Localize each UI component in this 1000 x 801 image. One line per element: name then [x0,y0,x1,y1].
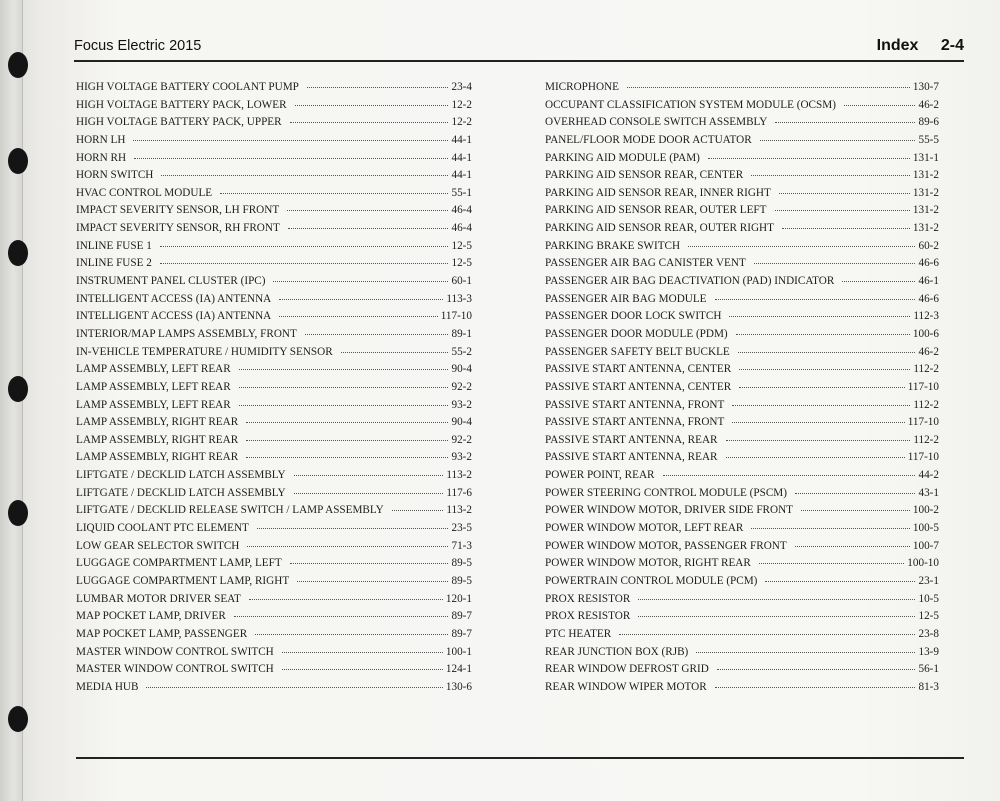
dot-leader [782,228,910,229]
entry-name: IMPACT SEVERITY SENSOR, RH FRONT [76,222,280,235]
dot-leader [795,493,916,494]
index-entry [76,681,472,699]
dot-leader [715,299,916,300]
index-entry [545,257,939,275]
index-entry [545,487,939,505]
entry-page-number: 60-2 [918,239,939,252]
dot-leader [619,634,915,635]
index-entry [545,346,939,364]
binder-hole [8,148,28,174]
dot-leader [255,634,448,635]
index-entry [545,381,939,399]
entry-page-number: 100-6 [912,327,939,340]
index-entry [545,169,939,187]
entry-page-number: 131-1 [912,151,939,164]
entry-page-number: 120-1 [445,592,472,605]
index-entry [76,540,472,558]
entry-page-number: 100-7 [912,539,939,552]
entry-name: INTELLIGENT ACCESS (IA) ANTENNA [76,292,272,305]
index-entry [545,434,939,452]
dot-leader [294,493,444,494]
entry-name: POWER WINDOW MOTOR, LEFT REAR [545,522,744,535]
dot-leader [751,528,910,529]
entry-page-number: 92-2 [451,433,472,446]
entry-page-number: 112-3 [913,310,939,323]
index-entry [76,346,472,364]
index-entry [545,222,939,240]
entry-name: LUGGAGE COMPARTMENT LAMP, RIGHT [76,574,290,587]
dot-leader [638,599,915,600]
index-entry [545,628,939,646]
index-entry [76,557,472,575]
entry-name: LAMP ASSEMBLY, LEFT REAR [76,380,231,393]
index-entry [76,257,472,275]
dot-leader [257,528,449,529]
entry-name: LOW GEAR SELECTOR SWITCH [76,539,240,552]
entry-page-number: 46-2 [918,98,939,111]
entry-name: POWER POINT, REAR [545,469,655,482]
entry-name: MASTER WINDOW CONTROL SWITCH [76,645,274,658]
entry-name: HORN RH [76,151,127,164]
entry-name: PANEL/FLOOR MODE DOOR ACTUATOR [545,133,752,146]
entry-name: PARKING AID SENSOR REAR, CENTER [545,169,744,182]
index-entry [76,81,472,99]
entry-page-number: 89-6 [918,116,939,129]
dot-leader [729,316,910,317]
entry-name: IMPACT SEVERITY SENSOR, LH FRONT [76,204,280,217]
entry-page-number: 130-7 [912,81,939,93]
entry-page-number: 117-10 [907,380,939,393]
dot-leader [715,687,916,688]
entry-name: LAMP ASSEMBLY, RIGHT REAR [76,451,239,464]
entry-name: PASSIVE START ANTENNA, REAR [545,451,718,464]
dot-leader [739,387,905,388]
dot-leader [754,263,916,264]
index-entry [76,593,472,611]
dot-leader [775,122,915,123]
index-entry [76,522,472,540]
entry-name: PASSIVE START ANTENNA, CENTER [545,380,732,393]
index-entry [545,99,939,117]
entry-name: PARKING BRAKE SWITCH [545,239,681,252]
entry-page-number: 90-4 [451,416,472,429]
entry-name: POWER WINDOW MOTOR, PASSENGER FRONT [545,539,787,552]
entry-page-number: 112-2 [913,398,939,411]
entry-page-number: 23-1 [918,574,939,587]
entry-name: MAP POCKET LAMP, PASSENGER [76,627,248,640]
page-header [74,38,964,62]
index-entry [545,399,939,417]
index-entry [76,434,472,452]
index-entry [545,451,939,469]
dot-leader [161,175,448,176]
dot-leader [751,175,910,176]
entry-page-number: 23-5 [451,522,472,535]
entry-name: HIGH VOLTAGE BATTERY PACK, LOWER [76,98,287,111]
entry-name: POWERTRAIN CONTROL MODULE (PCM) [545,574,758,587]
dot-leader [273,281,448,282]
index-entry [76,416,472,434]
index-entry [545,134,939,152]
index-entry [76,469,472,487]
entry-page-number: 56-1 [918,663,939,676]
entry-page-number: 55-2 [451,345,472,358]
dot-leader [726,457,905,458]
index-entry [76,310,472,328]
index-entry [76,240,472,258]
index-entry [545,363,939,381]
index-entry [545,275,939,293]
dot-leader [160,263,449,264]
entry-name: INTELLIGENT ACCESS (IA) ANTENNA [76,310,272,323]
index-entry [545,504,939,522]
dot-leader [297,581,448,582]
entry-page-number: 112-2 [913,363,939,376]
entry-name: MEDIA HUB [76,680,139,693]
entry-page-number: 55-1 [451,186,472,199]
dot-leader [708,158,910,159]
entry-page-number: 46-2 [918,345,939,358]
entry-page-number: 10-5 [918,592,939,605]
entry-name: HORN SWITCH [76,169,154,182]
dot-leader [801,510,910,511]
dot-leader [282,669,443,670]
index-entry [76,487,472,505]
index-entry [545,540,939,558]
entry-page-number: 89-7 [451,627,472,640]
index-entry [76,663,472,681]
dot-leader [249,599,443,600]
dot-leader [759,563,904,564]
entry-name: PARKING AID MODULE (PAM) [545,151,700,164]
entry-name: PARKING AID SENSOR REAR, OUTER LEFT [545,204,767,217]
entry-page-number: 100-1 [445,645,472,658]
index-entry [545,116,939,134]
dot-leader [726,440,911,441]
entry-name: PARKING AID SENSOR REAR, INNER RIGHT [545,186,771,199]
binder-hole [8,52,28,78]
entry-page-number: 12-5 [451,239,472,252]
dot-leader [246,422,448,423]
index-entry [545,575,939,593]
entry-page-number: 130-6 [445,680,472,693]
entry-page-number: 117-10 [907,451,939,464]
index-entry [545,293,939,311]
index-entry [76,328,472,346]
entry-page-number: 113-2 [446,469,472,482]
entry-name: POWER WINDOW MOTOR, RIGHT REAR [545,557,751,570]
entry-page-number: 12-5 [918,610,939,623]
entry-page-number: 44-2 [918,469,939,482]
dot-leader [760,140,916,141]
entry-name: OVERHEAD CONSOLE SWITCH ASSEMBLY [545,116,768,129]
entry-page-number: 100-5 [912,522,939,535]
index-entry [545,240,939,258]
entry-name: LUGGAGE COMPARTMENT LAMP, LEFT [76,557,282,570]
index-entry [76,187,472,205]
dot-leader [295,105,449,106]
dot-leader [663,475,916,476]
entry-page-number: 124-1 [445,663,472,676]
dot-leader [627,87,910,88]
dot-leader [234,616,449,617]
dot-leader [239,387,449,388]
entry-page-number: 46-6 [918,292,939,305]
entry-name: PASSIVE START ANTENNA, FRONT [545,416,725,429]
dot-leader [239,405,449,406]
entry-name: PASSENGER DOOR LOCK SWITCH [545,310,722,323]
entry-page-number: 46-4 [451,222,472,235]
dot-leader [220,193,448,194]
entry-name: PASSENGER AIR BAG MODULE [545,292,707,305]
entry-page-number: 112-2 [913,433,939,446]
entry-name: MAP POCKET LAMP, DRIVER [76,610,226,623]
entry-page-number: 92-2 [451,380,472,393]
entry-name: HVAC CONTROL MODULE [76,186,213,199]
entry-page-number: 23-8 [918,627,939,640]
entry-page-number: 44-1 [451,133,472,146]
index-entry [76,293,472,311]
entry-page-number: 100-2 [912,504,939,517]
entry-name: REAR WINDOW WIPER MOTOR [545,680,707,693]
entry-name: PASSIVE START ANTENNA, REAR [545,433,718,446]
dot-leader [844,105,916,106]
index-entry [76,610,472,628]
dot-leader [307,87,449,88]
entry-page-number: 131-2 [912,204,939,217]
entry-name: PASSENGER AIR BAG DEACTIVATION (PAD) INDICATOR [545,275,835,288]
index-entry [545,187,939,205]
entry-page-number: 90-4 [451,363,472,376]
index-entry [76,504,472,522]
index-column-right [545,81,939,698]
entry-name: REAR WINDOW DEFROST GRID [545,663,709,676]
index-entry [76,275,472,293]
entry-page-number: 117-10 [440,310,472,323]
index-entry [76,646,472,664]
dot-leader [779,193,910,194]
index-entry [545,646,939,664]
dot-leader [738,352,916,353]
entry-name: PASSENGER DOOR MODULE (PDM) [545,327,728,340]
entry-page-number: 46-1 [918,275,939,288]
entry-name: PASSIVE START ANTENNA, CENTER [545,363,732,376]
entry-page-number: 131-2 [912,169,939,182]
entry-name: INTERIOR/MAP LAMPS ASSEMBLY, FRONT [76,327,297,340]
entry-name: LAMP ASSEMBLY, RIGHT REAR [76,433,239,446]
dot-leader [795,546,910,547]
entry-page-number: 23-4 [451,81,472,93]
entry-page-number: 89-5 [451,557,472,570]
index-entry [545,557,939,575]
dot-leader [294,475,444,476]
entry-page-number: 13-9 [918,645,939,658]
index-entry [545,469,939,487]
dot-leader [290,122,449,123]
index-entry [76,363,472,381]
index-entry [545,328,939,346]
entry-name: INSTRUMENT PANEL CLUSTER (IPC) [76,275,266,288]
index-entry [545,152,939,170]
dot-leader [133,140,448,141]
dot-leader [287,210,448,211]
entry-page-number: 117-10 [907,416,939,429]
entry-name: PROX RESISTOR [545,592,631,605]
entry-page-number: 93-2 [451,451,472,464]
dot-leader [638,616,915,617]
dot-leader [279,299,443,300]
dot-leader [246,457,448,458]
entry-name: PASSIVE START ANTENNA, FRONT [545,398,725,411]
index-entry [76,152,472,170]
entry-page-number: 100-10 [907,557,939,570]
index-entry [76,628,472,646]
entry-page-number: 131-2 [912,222,939,235]
index-entry [76,399,472,417]
binder-hole [8,240,28,266]
entry-page-number: 43-1 [918,486,939,499]
entry-name: OCCUPANT CLASSIFICATION SYSTEM MODULE (OCSM) [545,98,836,111]
entry-page-number: 89-5 [451,574,472,587]
entry-name: LIQUID COOLANT PTC ELEMENT [76,522,249,535]
entry-name: REAR JUNCTION BOX (RJB) [545,645,689,658]
dot-leader [739,369,910,370]
entry-name: LIFTGATE / DECKLID LATCH ASSEMBLY [76,469,286,482]
entry-name: INLINE FUSE 2 [76,257,152,270]
entry-page-number: 71-3 [451,539,472,552]
entry-name: LIFTGATE / DECKLID LATCH ASSEMBLY [76,486,286,499]
entry-name: INLINE FUSE 1 [76,239,152,252]
index-column-left [76,81,472,698]
entry-name: LAMP ASSEMBLY, RIGHT REAR [76,416,239,429]
dot-leader [765,581,915,582]
entry-name: LUMBAR MOTOR DRIVER SEAT [76,592,241,605]
entry-name: MICROPHONE [545,81,619,93]
binder-hole [8,500,28,526]
dot-leader [341,352,449,353]
entry-page-number: 131-2 [912,186,939,199]
entry-name: LAMP ASSEMBLY, LEFT REAR [76,398,231,411]
entry-page-number: 113-2 [446,504,472,517]
entry-name: MASTER WINDOW CONTROL SWITCH [76,663,274,676]
entry-name: PROX RESISTOR [545,610,631,623]
index-entry [545,310,939,328]
dot-leader [146,687,442,688]
entry-name: HIGH VOLTAGE BATTERY COOLANT PUMP [76,81,299,93]
footer-rule [76,757,964,759]
entry-page-number: 117-6 [446,486,472,499]
entry-name: PTC HEATER [545,627,612,640]
entry-page-number: 44-1 [451,169,472,182]
entry-name: HIGH VOLTAGE BATTERY PACK, UPPER [76,116,282,129]
entry-page-number: 60-1 [451,275,472,288]
entry-page-number: 81-3 [918,680,939,693]
index-entry [545,204,939,222]
index-entry [76,222,472,240]
entry-page-number: 12-2 [451,116,472,129]
dot-leader [247,546,448,547]
dot-leader [717,669,916,670]
entry-name: LAMP ASSEMBLY, LEFT REAR [76,363,231,376]
entry-name: LIFTGATE / DECKLID RELEASE SWITCH / LAMP ASSEMBLY [76,504,384,517]
entry-name: PASSENGER AIR BAG CANISTER VENT [545,257,746,270]
index-entry [76,381,472,399]
dot-leader [842,281,915,282]
dot-leader [732,422,904,423]
entry-name: PASSENGER SAFETY BELT BUCKLE [545,345,730,358]
dot-leader [688,246,915,247]
index-entry [76,169,472,187]
dot-leader [279,316,437,317]
dot-leader [696,652,915,653]
entry-page-number: 46-6 [918,257,939,270]
entry-page-number: 12-5 [451,257,472,270]
index-entry [76,99,472,117]
entry-page-number: 44-1 [451,151,472,164]
binder-hole [8,706,28,732]
index-entry [545,610,939,628]
document-title: Focus Electric 2015 [74,38,202,54]
index-entry [76,575,472,593]
dot-leader [282,652,443,653]
entry-name: HORN LH [76,133,126,146]
entry-name: IN-VEHICLE TEMPERATURE / HUMIDITY SENSOR [76,345,333,358]
entry-page-number: 46-4 [451,204,472,217]
entry-page-number: 12-2 [451,98,472,111]
index-entry [545,593,939,611]
dot-leader [160,246,449,247]
entry-name: POWER STEERING CONTROL MODULE (PSCM) [545,486,787,499]
index-entry [76,116,472,134]
entry-page-number: 89-1 [451,327,472,340]
dot-leader [288,228,449,229]
entry-page-number: 55-5 [918,133,939,146]
index-entry [545,663,939,681]
index-entry [76,451,472,469]
index-entry [545,81,939,99]
dot-leader [732,405,910,406]
dot-leader [290,563,449,564]
dot-leader [305,334,449,335]
index-entry [76,204,472,222]
dot-leader [736,334,910,335]
index-entry [545,681,939,699]
dot-leader [775,210,910,211]
entry-page-number: 113-3 [446,292,472,305]
binder-hole [8,376,28,402]
dot-leader [392,510,444,511]
dot-leader [239,369,449,370]
index-entry [76,134,472,152]
index-entry [545,416,939,434]
entry-page-number: 89-7 [451,610,472,623]
dot-leader [134,158,448,159]
entry-page-number: 93-2 [451,398,472,411]
section-title: Index 2-4 [876,37,964,54]
entry-name: POWER WINDOW MOTOR, DRIVER SIDE FRONT [545,504,793,517]
dot-leader [246,440,448,441]
index-entry [545,522,939,540]
entry-name: PARKING AID SENSOR REAR, OUTER RIGHT [545,222,774,235]
